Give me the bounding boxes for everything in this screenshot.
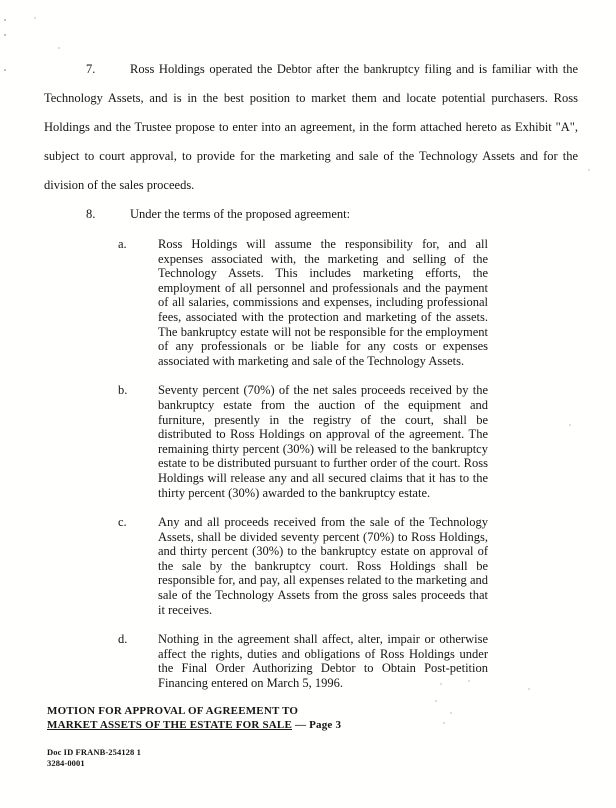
scan-speck <box>588 169 590 171</box>
subitem-d-text: Nothing in the agreement shall affect, alter, impair or otherwise affect the rights, duties and obligations of Ross Holdings under the Final Order Authorizing Debtor to Obtain Post-petition Financing entered on March 5, 1996. <box>158 632 488 691</box>
scan-speck <box>34 17 36 19</box>
subitem-c-text: Any and all proceeds received from the sale of the Technology Assets, shall be divided seventy percent (70%) to Ross Holdings, and thirty percent (30%) to the bankruptcy estate on approval of the sale by the bankruptcy court. Ross Holdings shall be responsible for, and pay, all expenses related to the marketing and sale of the Technology Assets from the gross sales proceeds that it receives. <box>158 515 488 617</box>
footer-title-line1: MOTION FOR APPROVAL OF AGREEMENT TO <box>47 705 299 717</box>
paragraph-8-text: Under the terms of the proposed agreement: <box>130 207 351 221</box>
scan-speck <box>4 19 6 21</box>
paragraph-8-number: 8. <box>86 207 96 221</box>
subitem-c <box>118 515 578 617</box>
footer-doc-id: Doc ID FRANB-254128 1 <box>47 747 141 757</box>
subitem-d <box>118 632 578 690</box>
footer-page-number: — Page 3 <box>292 718 342 731</box>
subitem-b <box>118 383 578 500</box>
footer-title-line2-underlined: MARKET ASSETS OF THE ESTATE FOR SALE <box>47 718 292 731</box>
subitem-c-letter: c. <box>118 515 127 530</box>
document-body <box>44 55 578 706</box>
subitem-d-letter: d. <box>118 632 128 647</box>
footer-doc-id-block <box>47 747 567 769</box>
subitem-b-text: Seventy percent (70%) of the net sales proceeds received by the bankruptcy estate from the auction of the equipment and furniture, presently in the registry of the court, shall be distributed to Ross Holdings on approval of the agreement. The remaining thirty percent (30%) will be released to the bankruptcy estate to be distributed pursuant to further order of the court. Ross Holdings will release any and all secured claims that it has to the thirty percent (30%) awarded to the bankruptcy estate. <box>158 383 488 500</box>
page-footer <box>47 705 567 769</box>
scan-speck <box>4 69 6 71</box>
subitem-list <box>44 237 578 691</box>
footer-title <box>47 705 567 732</box>
subitem-a-text: Ross Holdings will assume the responsibility for, and all expenses associated with, the marketing and selling of the Technology Assets. This includes marketing efforts, the employment of all personnel and professionals and the payment of all salaries, commissions and expenses, including professional fees, associated with the protection and marketing of the assets. The bankruptcy estate will not be responsible for the employment of any professionals or be liable for any costs or expenses associated with marketing and sale of the Technology Assets. <box>158 237 488 368</box>
paragraph-7-text: Ross Holdings operated the Debtor after the bankruptcy filing and is familiar with the Technology Assets, and is in the best position to market them and locate potential purchasers. Ross Holdings and the Trustee propose to enter into an agreement, in the form attached hereto as Exhibit "A", subject to court approval, to provide for the marketing and sale of the Technology Assets and for the division of the sales proceeds. <box>44 62 578 192</box>
footer-matter-number: 3284-0001 <box>47 758 85 768</box>
paragraph-7-number: 7. <box>86 62 96 76</box>
scan-speck <box>4 34 6 36</box>
subitem-b-letter: b. <box>118 383 128 398</box>
subitem-a <box>118 237 578 368</box>
footer-title-line2 <box>47 719 567 733</box>
scan-speck <box>58 47 60 49</box>
paragraph-7 <box>44 55 578 200</box>
subitem-a-letter: a. <box>118 237 127 251</box>
paragraph-8 <box>44 200 578 229</box>
